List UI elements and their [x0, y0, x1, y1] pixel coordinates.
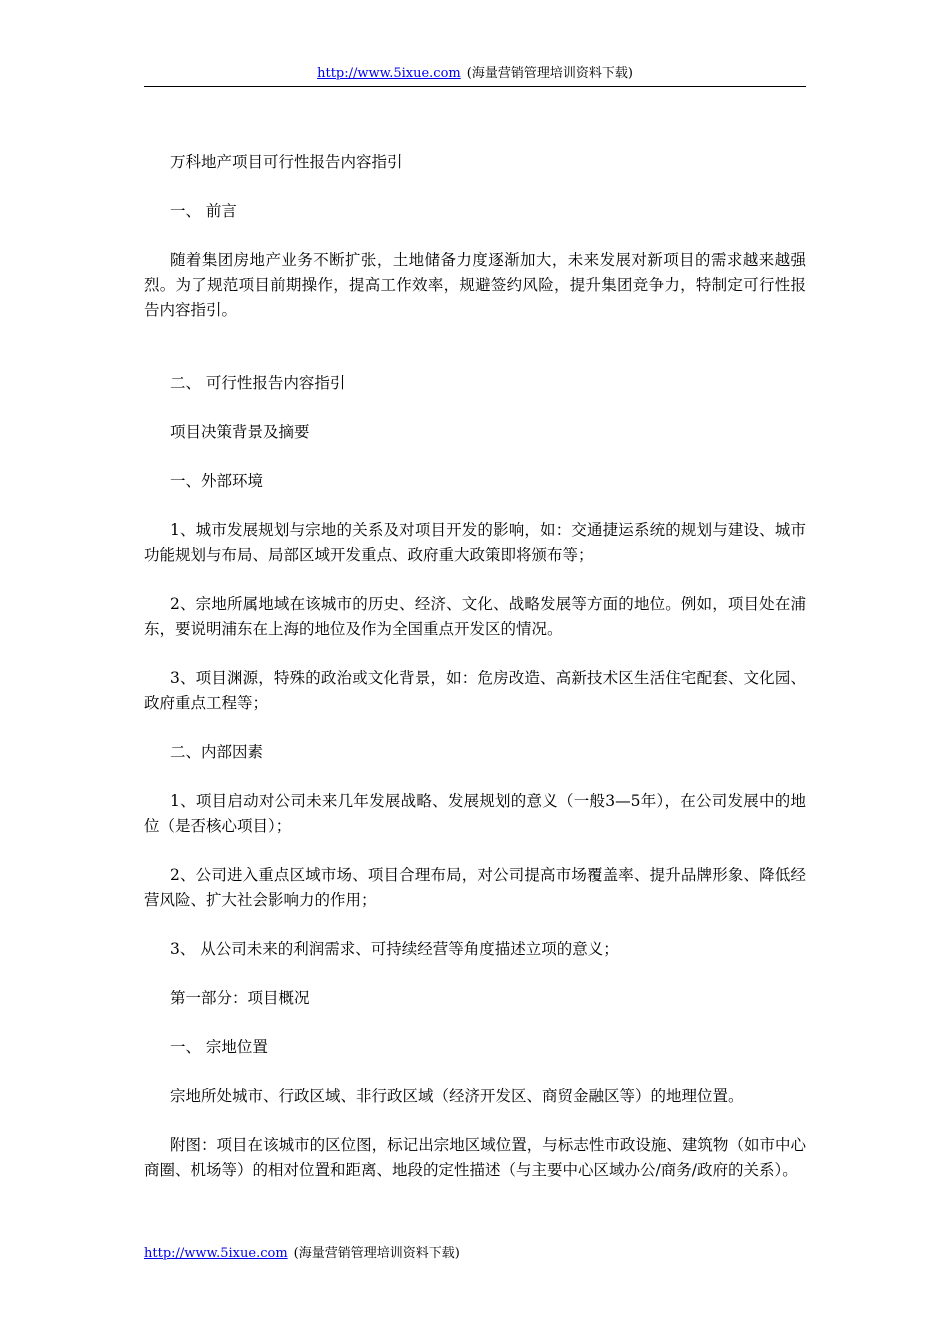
location-body: 宗地所处城市、行政区域、非行政区域（经济开发区、商贸金融区等）的地理位置。	[170, 1087, 744, 1105]
section-1-body: 随着集团房地产业务不断扩张，土地储备力度逐渐加大，未来发展对新项目的需求越来越强烈。为了规范项目前期操作，提高工作效率，规避签约风险，提升集团竞争力，特制定可行性报告内容指引。	[144, 251, 806, 319]
internal-item-1: 1、项目启动对公司未来几年发展战略、发展规划的意义（一般3—5年），在公司发展中的地位（是否核心项目）；	[144, 792, 806, 835]
page-footer	[144, 1244, 460, 1264]
attachment-body: 附图：项目在该城市的区位图，标记出宗地区域位置，与标志性市政设施、建筑物（如市中心商圈、机场等）的相对位置和距离、地段的定性描述（与主要中心区域办公/商务/政府的关系）。	[144, 1136, 806, 1179]
location-heading: 一、 宗地位置	[170, 1038, 268, 1056]
external-heading: 一、外部环境	[170, 472, 264, 490]
external-item-1: 1、城市发展规划与宗地的关系及对项目开发的影响，如：交通捷运系统的规划与建设、城市功能规划与布局、局部区域开发重点、政府重大政策即将颁布等；	[144, 521, 806, 564]
internal-item-2: 2、公司进入重点区域市场、项目合理布局，对公司提高市场覆盖率、提升品牌形象、降低经营风险、扩大社会影响力的作用；	[144, 866, 806, 909]
section-2-heading: 二、 可行性报告内容指引	[170, 374, 346, 392]
sub-heading: 项目决策背景及摘要	[170, 423, 310, 441]
external-item-3: 3、项目渊源，特殊的政治或文化背景，如：危房改造、高新技术区生活住宅配套、文化园、政府重点工程等；	[144, 669, 806, 712]
part-1-heading: 第一部分：项目概况	[170, 989, 310, 1007]
document-body	[144, 150, 806, 1183]
internal-item-3: 3、 从公司未来的利润需求、可持续经营等角度描述立项的意义；	[170, 940, 619, 958]
header-note: (海量营销管理培训资料下载)	[466, 66, 633, 81]
footer-note: (海量营销管理培训资料下载)	[293, 1246, 460, 1261]
header-url-link[interactable]: http://www.5ixue.com	[317, 66, 461, 81]
page-header	[144, 64, 806, 87]
internal-heading: 二、内部因素	[170, 743, 264, 761]
external-item-2: 2、宗地所属地域在该城市的历史、经济、文化、战略发展等方面的地位。例如，项目处在浦东，要说明浦东在上海的地位及作为全国重点开发区的情况。	[144, 595, 806, 638]
footer-url-link[interactable]: http://www.5ixue.com	[144, 1246, 288, 1261]
section-1-heading: 一、 前言	[170, 202, 237, 220]
document-title: 万科地产项目可行性报告内容指引	[170, 153, 403, 171]
